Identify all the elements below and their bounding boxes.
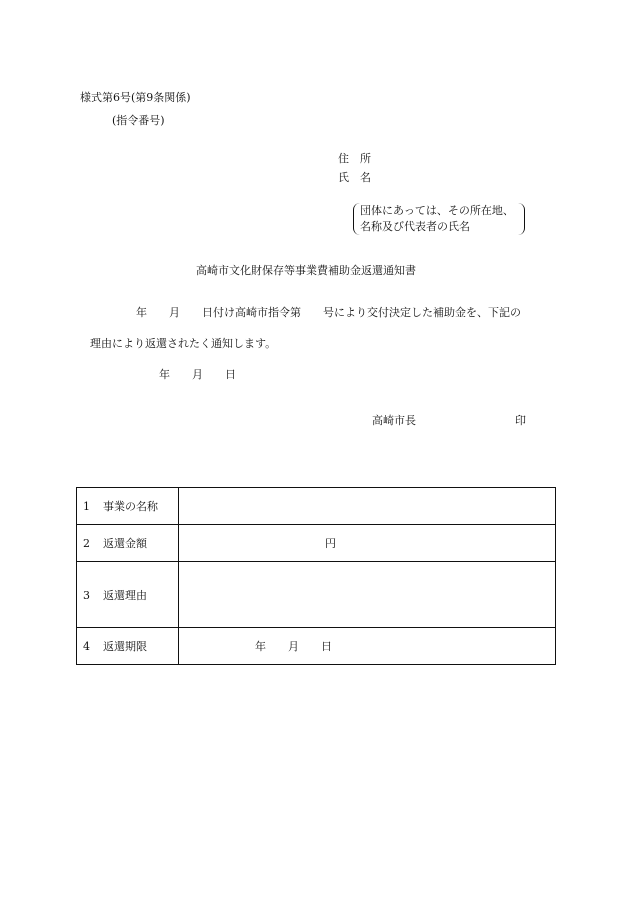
table-row: [77, 488, 556, 525]
row-number: 4: [83, 640, 90, 653]
row-value: [179, 562, 556, 628]
row-value: 年 月 日: [179, 628, 556, 665]
row-label-text: 事業の名称: [103, 500, 158, 513]
document-title: 高崎市文化財保存等事業費補助金返還通知書: [196, 264, 416, 277]
table-row: [77, 628, 556, 665]
issuer-title: 高崎市長: [372, 414, 416, 427]
table-row: [77, 562, 556, 628]
name-label: 氏 名: [338, 171, 371, 184]
row-number: 2: [83, 537, 90, 550]
details-table: [76, 487, 556, 665]
row-number: 3: [83, 588, 90, 602]
body-text-line1: 年 月 日付け高崎市指令第 号により交付決定した補助金を、下記の: [136, 306, 521, 319]
command-number: (指令番号): [112, 114, 165, 127]
row-value: [179, 488, 556, 525]
organization-note: [353, 203, 525, 235]
row-label: [77, 562, 179, 628]
notice-date: 年 月 日: [159, 368, 236, 381]
org-note-line2: 名称及び代表者の氏名: [360, 220, 470, 233]
row-value: 円: [179, 525, 556, 562]
row-label-text: 返還期限: [103, 640, 147, 653]
seal-mark: 印: [515, 414, 526, 427]
row-number: 1: [83, 500, 90, 513]
form-number: 様式第6号(第9条関係): [80, 91, 191, 104]
row-label-text: 返還理由: [103, 588, 147, 602]
row-label: [77, 525, 179, 562]
row-label: [77, 628, 179, 665]
table-row: [77, 525, 556, 562]
row-label: [77, 488, 179, 525]
row-label-text: 返還金額: [103, 537, 147, 550]
org-note-line1: 団体にあっては、その所在地、: [360, 204, 514, 217]
body-text-line2: 理由により返還されたく通知します。: [90, 337, 277, 350]
address-label: 住 所: [338, 152, 371, 165]
